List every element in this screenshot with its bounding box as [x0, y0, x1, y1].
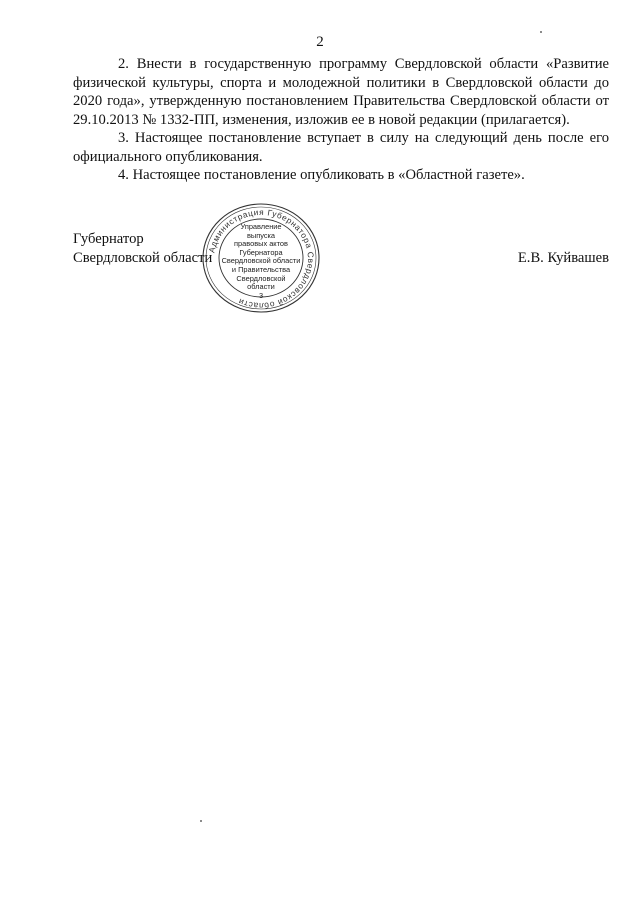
stamp-inner-text	[199, 223, 323, 300]
stamp-line-1: Управление	[240, 222, 282, 231]
document-body	[73, 55, 609, 185]
signatory-title-line-2: Свердловской области	[73, 250, 213, 266]
stamp-line-4: Губернатора	[239, 247, 283, 257]
stamp-line-5: Свердловской области	[221, 256, 301, 266]
scan-speck	[540, 31, 542, 33]
signatory-title	[73, 230, 212, 268]
scan-speck	[200, 820, 202, 822]
official-stamp	[199, 202, 323, 314]
paragraph-effective-date: 3. Настоящее постановление вступает в силу на следующий день после его официального опубликования.	[73, 130, 609, 165]
stamp-line-7: Свердловской	[236, 273, 286, 283]
page-number: 2	[316, 34, 324, 50]
signatory-title-line-1: Губернатор	[73, 231, 144, 247]
paragraph-amendment: 2. Внести в государственную программу Свердловской области «Развитие физической культуры, спорта и молодежной политики в Свердловской области до 2020 года», утвержденную постановлением Правительства Свердловской области от 29.10.2013 № 1332-ПП, изменения, изложив ее в новой редакции (прилагается).	[73, 56, 609, 128]
stamp-line-6: и Правительства	[231, 264, 291, 274]
signatory-name: Е.В. Куйвашев	[517, 250, 609, 266]
stamp-line-3: правовых актов	[234, 239, 288, 249]
paragraph-publication: 4. Настоящее постановление опубликовать в «Областной газете».	[118, 167, 525, 183]
stamp-line-9: 3	[258, 290, 264, 300]
stamp-ring-text: Администрация Губернатора Свердловской области	[206, 206, 317, 312]
stamp-line-8: области	[247, 282, 275, 292]
stamp-line-2: выпуска	[246, 230, 276, 240]
